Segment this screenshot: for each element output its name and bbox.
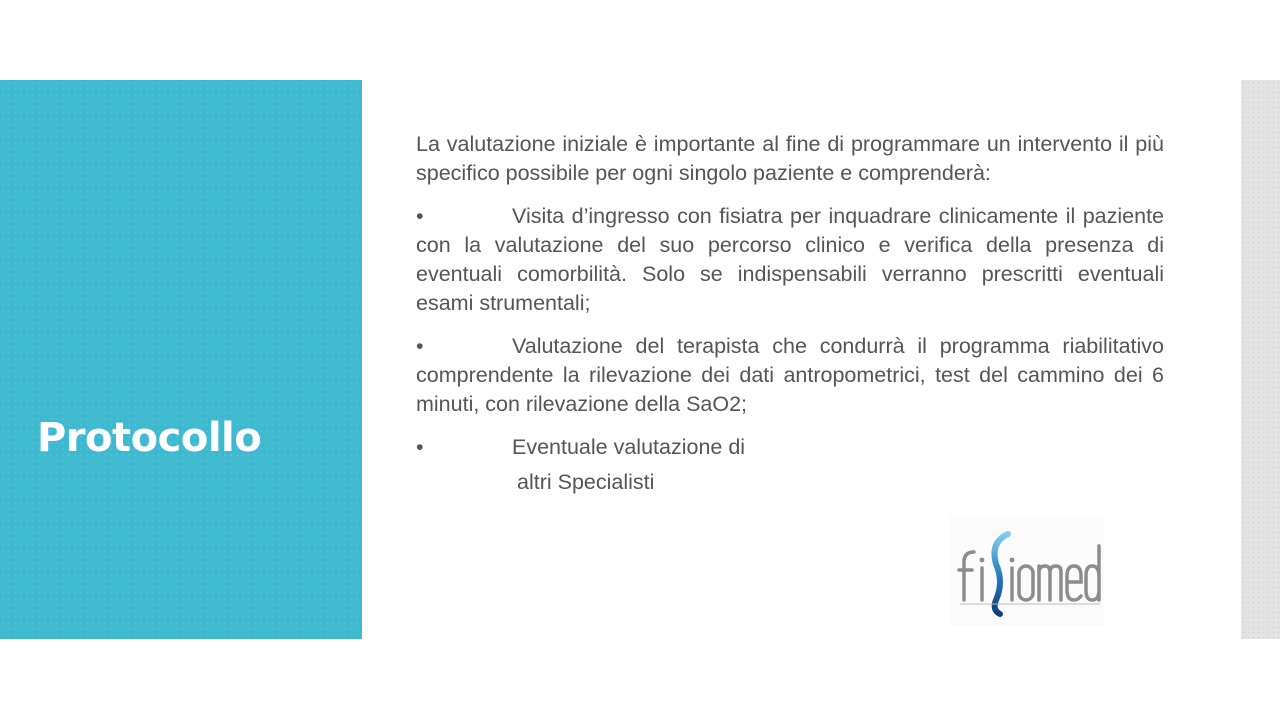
intro-paragraph: La valutazione iniziale è importante al fine di programmare un intervento il più specifico possibile per ogni singolo paziente e comprenderà:	[416, 132, 1164, 185]
slide-title: Protocollo	[37, 415, 262, 461]
bullet-text-3: Eventuale valutazione di	[512, 435, 746, 459]
slide-body	[416, 130, 1164, 497]
bullet-marker: •	[416, 435, 424, 459]
title-panel	[0, 80, 362, 639]
bullet-continuation: altri Specialisti	[517, 470, 655, 494]
bullet-item-1	[416, 202, 1164, 318]
bullet-marker: •	[416, 334, 424, 358]
logo-icon	[950, 516, 1104, 626]
right-decorative-strip	[1241, 80, 1280, 639]
fisiomed-logo	[950, 516, 1104, 626]
bullet-text-2: Valutazione del terapista che condurrà il programma riabilitativo comprendente la rilevazione dei dati antropometrici, test del cammino dei 6 minuti, con rilevazione della SaO2;	[416, 334, 1164, 416]
bullet-item-3	[416, 433, 1164, 462]
bullet-marker: •	[416, 204, 424, 228]
bullet-text-1: Visita d’ingresso con fisiatra per inquadrare clinicamente il paziente con la valutazione del suo percorso clinico e verifica della presenza di eventuali comorbilità. Solo se indispensabili verranno prescritti eventuali esami strumentali;	[416, 204, 1164, 315]
bullet-item-2	[416, 332, 1164, 419]
